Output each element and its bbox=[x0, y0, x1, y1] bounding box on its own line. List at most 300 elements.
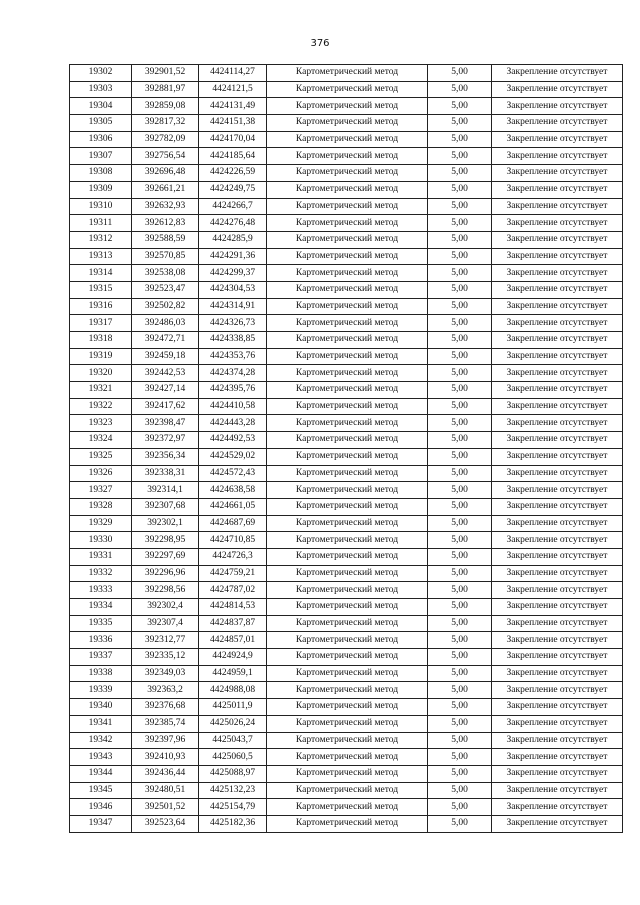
accuracy-cell: 5,00 bbox=[428, 65, 492, 82]
x-coordinate-cell: 392442,53 bbox=[132, 365, 199, 382]
table-row bbox=[70, 649, 623, 666]
x-coordinate-cell: 392502,82 bbox=[132, 298, 199, 315]
x-coordinate-cell: 392486,03 bbox=[132, 315, 199, 332]
point-number-cell: 19341 bbox=[70, 715, 132, 732]
fixing-cell: Закрепление отсутствует bbox=[492, 415, 623, 432]
table-row bbox=[70, 432, 623, 449]
accuracy-cell: 5,00 bbox=[428, 98, 492, 115]
point-number-cell: 19315 bbox=[70, 281, 132, 298]
method-cell: Картометрический метод bbox=[267, 515, 428, 532]
accuracy-cell: 5,00 bbox=[428, 799, 492, 816]
accuracy-cell: 5,00 bbox=[428, 649, 492, 666]
y-coordinate-cell: 4425182,36 bbox=[199, 815, 267, 832]
fixing-cell: Закрепление отсутствует bbox=[492, 332, 623, 349]
x-coordinate-cell: 392661,21 bbox=[132, 181, 199, 198]
y-coordinate-cell: 4424304,53 bbox=[199, 281, 267, 298]
table-row bbox=[70, 281, 623, 298]
y-coordinate-cell: 4424988,08 bbox=[199, 682, 267, 699]
accuracy-cell: 5,00 bbox=[428, 265, 492, 282]
method-cell: Картометрический метод bbox=[267, 248, 428, 265]
table-row bbox=[70, 732, 623, 749]
method-cell: Картометрический метод bbox=[267, 298, 428, 315]
y-coordinate-cell: 4424661,05 bbox=[199, 498, 267, 515]
y-coordinate-cell: 4424924,9 bbox=[199, 649, 267, 666]
y-coordinate-cell: 4424395,76 bbox=[199, 382, 267, 399]
y-coordinate-cell: 4424114,27 bbox=[199, 65, 267, 82]
table-row bbox=[70, 215, 623, 232]
method-cell: Картометрический метод bbox=[267, 548, 428, 565]
table-row bbox=[70, 815, 623, 832]
table-row bbox=[70, 782, 623, 799]
point-number-cell: 19337 bbox=[70, 649, 132, 666]
fixing-cell: Закрепление отсутствует bbox=[492, 765, 623, 782]
x-coordinate-cell: 392901,52 bbox=[132, 65, 199, 82]
table-row bbox=[70, 599, 623, 616]
y-coordinate-cell: 4424151,38 bbox=[199, 115, 267, 132]
accuracy-cell: 5,00 bbox=[428, 615, 492, 632]
x-coordinate-cell: 392472,71 bbox=[132, 332, 199, 349]
y-coordinate-cell: 4424638,58 bbox=[199, 482, 267, 499]
method-cell: Картометрический метод bbox=[267, 98, 428, 115]
table-row bbox=[70, 632, 623, 649]
table-row bbox=[70, 715, 623, 732]
point-number-cell: 19313 bbox=[70, 248, 132, 265]
accuracy-cell: 5,00 bbox=[428, 298, 492, 315]
method-cell: Картометрический метод bbox=[267, 398, 428, 415]
x-coordinate-cell: 392338,31 bbox=[132, 465, 199, 482]
y-coordinate-cell: 4424837,87 bbox=[199, 615, 267, 632]
table-row bbox=[70, 515, 623, 532]
table-row bbox=[70, 465, 623, 482]
y-coordinate-cell: 4424857,01 bbox=[199, 632, 267, 649]
fixing-cell: Закрепление отсутствует bbox=[492, 165, 623, 182]
method-cell: Картометрический метод bbox=[267, 448, 428, 465]
fixing-cell: Закрепление отсутствует bbox=[492, 365, 623, 382]
x-coordinate-cell: 392349,03 bbox=[132, 665, 199, 682]
point-number-cell: 19304 bbox=[70, 98, 132, 115]
page-number: 376 bbox=[310, 38, 330, 49]
y-coordinate-cell: 4424291,36 bbox=[199, 248, 267, 265]
table-body bbox=[70, 65, 623, 833]
x-coordinate-cell: 392298,95 bbox=[132, 532, 199, 549]
fixing-cell: Закрепление отсутствует bbox=[492, 799, 623, 816]
method-cell: Картометрический метод bbox=[267, 582, 428, 599]
fixing-cell: Закрепление отсутствует bbox=[492, 115, 623, 132]
fixing-cell: Закрепление отсутствует bbox=[492, 398, 623, 415]
accuracy-cell: 5,00 bbox=[428, 582, 492, 599]
y-coordinate-cell: 4425132,23 bbox=[199, 782, 267, 799]
accuracy-cell: 5,00 bbox=[428, 815, 492, 832]
accuracy-cell: 5,00 bbox=[428, 548, 492, 565]
x-coordinate-cell: 392297,69 bbox=[132, 548, 199, 565]
y-coordinate-cell: 4424314,91 bbox=[199, 298, 267, 315]
point-number-cell: 19347 bbox=[70, 815, 132, 832]
accuracy-cell: 5,00 bbox=[428, 332, 492, 349]
y-coordinate-cell: 4424326,73 bbox=[199, 315, 267, 332]
table-row bbox=[70, 65, 623, 82]
point-number-cell: 19343 bbox=[70, 749, 132, 766]
fixing-cell: Закрепление отсутствует bbox=[492, 315, 623, 332]
point-number-cell: 19323 bbox=[70, 415, 132, 432]
table-row bbox=[70, 398, 623, 415]
accuracy-cell: 5,00 bbox=[428, 465, 492, 482]
method-cell: Картометрический метод bbox=[267, 782, 428, 799]
fixing-cell: Закрепление отсутствует bbox=[492, 565, 623, 582]
x-coordinate-cell: 392302,4 bbox=[132, 599, 199, 616]
x-coordinate-cell: 392335,12 bbox=[132, 649, 199, 666]
x-coordinate-cell: 392376,68 bbox=[132, 699, 199, 716]
method-cell: Картометрический метод bbox=[267, 649, 428, 666]
method-cell: Картометрический метод bbox=[267, 732, 428, 749]
fixing-cell: Закрепление отсутствует bbox=[492, 482, 623, 499]
accuracy-cell: 5,00 bbox=[428, 415, 492, 432]
accuracy-cell: 5,00 bbox=[428, 148, 492, 165]
x-coordinate-cell: 392385,74 bbox=[132, 715, 199, 732]
x-coordinate-cell: 392296,96 bbox=[132, 565, 199, 582]
table-row bbox=[70, 749, 623, 766]
point-number-cell: 19331 bbox=[70, 548, 132, 565]
fixing-cell: Закрепление отсутствует bbox=[492, 782, 623, 799]
fixing-cell: Закрепление отсутствует bbox=[492, 498, 623, 515]
table-row bbox=[70, 365, 623, 382]
y-coordinate-cell: 4425154,79 bbox=[199, 799, 267, 816]
table-row bbox=[70, 765, 623, 782]
accuracy-cell: 5,00 bbox=[428, 165, 492, 182]
table-row bbox=[70, 565, 623, 582]
point-number-cell: 19328 bbox=[70, 498, 132, 515]
y-coordinate-cell: 4424338,85 bbox=[199, 332, 267, 349]
method-cell: Картометрический метод bbox=[267, 632, 428, 649]
accuracy-cell: 5,00 bbox=[428, 365, 492, 382]
fixing-cell: Закрепление отсутствует bbox=[492, 281, 623, 298]
x-coordinate-cell: 392817,32 bbox=[132, 115, 199, 132]
accuracy-cell: 5,00 bbox=[428, 348, 492, 365]
x-coordinate-cell: 392612,83 bbox=[132, 215, 199, 232]
accuracy-cell: 5,00 bbox=[428, 699, 492, 716]
point-number-cell: 19330 bbox=[70, 532, 132, 549]
fixing-cell: Закрепление отсутствует bbox=[492, 749, 623, 766]
point-number-cell: 19311 bbox=[70, 215, 132, 232]
y-coordinate-cell: 4424759,21 bbox=[199, 565, 267, 582]
fixing-cell: Закрепление отсутствует bbox=[492, 382, 623, 399]
x-coordinate-cell: 392417,62 bbox=[132, 398, 199, 415]
x-coordinate-cell: 392459,18 bbox=[132, 348, 199, 365]
fixing-cell: Закрепление отсутствует bbox=[492, 699, 623, 716]
method-cell: Картометрический метод bbox=[267, 465, 428, 482]
x-coordinate-cell: 392302,1 bbox=[132, 515, 199, 532]
accuracy-cell: 5,00 bbox=[428, 482, 492, 499]
method-cell: Картометрический метод bbox=[267, 565, 428, 582]
table-row bbox=[70, 98, 623, 115]
x-coordinate-cell: 392314,1 bbox=[132, 482, 199, 499]
x-coordinate-cell: 392312,77 bbox=[132, 632, 199, 649]
accuracy-cell: 5,00 bbox=[428, 215, 492, 232]
fixing-cell: Закрепление отсутствует bbox=[492, 65, 623, 82]
accuracy-cell: 5,00 bbox=[428, 181, 492, 198]
fixing-cell: Закрепление отсутствует bbox=[492, 665, 623, 682]
point-number-cell: 19324 bbox=[70, 432, 132, 449]
x-coordinate-cell: 392307,4 bbox=[132, 615, 199, 632]
point-number-cell: 19325 bbox=[70, 448, 132, 465]
method-cell: Картометрический метод bbox=[267, 665, 428, 682]
point-number-cell: 19314 bbox=[70, 265, 132, 282]
x-coordinate-cell: 392307,68 bbox=[132, 498, 199, 515]
method-cell: Картометрический метод bbox=[267, 81, 428, 98]
x-coordinate-cell: 392881,97 bbox=[132, 81, 199, 98]
y-coordinate-cell: 4424814,53 bbox=[199, 599, 267, 616]
y-coordinate-cell: 4425043,7 bbox=[199, 732, 267, 749]
method-cell: Картометрический метод bbox=[267, 131, 428, 148]
method-cell: Картометрический метод bbox=[267, 482, 428, 499]
x-coordinate-cell: 392696,48 bbox=[132, 165, 199, 182]
point-number-cell: 19308 bbox=[70, 165, 132, 182]
x-coordinate-cell: 392523,64 bbox=[132, 815, 199, 832]
y-coordinate-cell: 4424170,04 bbox=[199, 131, 267, 148]
point-number-cell: 19319 bbox=[70, 348, 132, 365]
table-row bbox=[70, 148, 623, 165]
x-coordinate-cell: 392859,08 bbox=[132, 98, 199, 115]
table-row bbox=[70, 665, 623, 682]
fixing-cell: Закрепление отсутствует bbox=[492, 181, 623, 198]
y-coordinate-cell: 4424726,3 bbox=[199, 548, 267, 565]
point-number-cell: 19317 bbox=[70, 315, 132, 332]
table-row bbox=[70, 265, 623, 282]
accuracy-cell: 5,00 bbox=[428, 749, 492, 766]
accuracy-cell: 5,00 bbox=[428, 115, 492, 132]
table-row bbox=[70, 582, 623, 599]
y-coordinate-cell: 4424529,02 bbox=[199, 448, 267, 465]
accuracy-cell: 5,00 bbox=[428, 732, 492, 749]
y-coordinate-cell: 4424374,28 bbox=[199, 365, 267, 382]
fixing-cell: Закрепление отсутствует bbox=[492, 465, 623, 482]
table-row bbox=[70, 348, 623, 365]
method-cell: Картометрический метод bbox=[267, 198, 428, 215]
point-number-cell: 19340 bbox=[70, 699, 132, 716]
x-coordinate-cell: 392427,14 bbox=[132, 382, 199, 399]
fixing-cell: Закрепление отсутствует bbox=[492, 265, 623, 282]
point-number-cell: 19322 bbox=[70, 398, 132, 415]
point-number-cell: 19333 bbox=[70, 582, 132, 599]
x-coordinate-cell: 392397,96 bbox=[132, 732, 199, 749]
method-cell: Картометрический метод bbox=[267, 765, 428, 782]
accuracy-cell: 5,00 bbox=[428, 532, 492, 549]
method-cell: Картометрический метод bbox=[267, 348, 428, 365]
x-coordinate-cell: 392356,34 bbox=[132, 448, 199, 465]
x-coordinate-cell: 392523,47 bbox=[132, 281, 199, 298]
x-coordinate-cell: 392632,93 bbox=[132, 198, 199, 215]
table-row bbox=[70, 699, 623, 716]
y-coordinate-cell: 4424185,64 bbox=[199, 148, 267, 165]
y-coordinate-cell: 4424266,7 bbox=[199, 198, 267, 215]
x-coordinate-cell: 392372,97 bbox=[132, 432, 199, 449]
x-coordinate-cell: 392480,51 bbox=[132, 782, 199, 799]
table-row bbox=[70, 231, 623, 248]
method-cell: Картометрический метод bbox=[267, 215, 428, 232]
accuracy-cell: 5,00 bbox=[428, 632, 492, 649]
fixing-cell: Закрепление отсутствует bbox=[492, 198, 623, 215]
fixing-cell: Закрепление отсутствует bbox=[492, 248, 623, 265]
x-coordinate-cell: 392588,59 bbox=[132, 231, 199, 248]
table-row bbox=[70, 615, 623, 632]
y-coordinate-cell: 4424687,69 bbox=[199, 515, 267, 532]
point-number-cell: 19334 bbox=[70, 599, 132, 616]
point-number-cell: 19332 bbox=[70, 565, 132, 582]
method-cell: Картометрический метод bbox=[267, 332, 428, 349]
fixing-cell: Закрепление отсутствует bbox=[492, 732, 623, 749]
fixing-cell: Закрепление отсутствует bbox=[492, 649, 623, 666]
accuracy-cell: 5,00 bbox=[428, 315, 492, 332]
accuracy-cell: 5,00 bbox=[428, 782, 492, 799]
accuracy-cell: 5,00 bbox=[428, 131, 492, 148]
y-coordinate-cell: 4424710,85 bbox=[199, 532, 267, 549]
method-cell: Картометрический метод bbox=[267, 815, 428, 832]
fixing-cell: Закрепление отсутствует bbox=[492, 599, 623, 616]
x-coordinate-cell: 392410,93 bbox=[132, 749, 199, 766]
method-cell: Картометрический метод bbox=[267, 265, 428, 282]
fixing-cell: Закрепление отсутствует bbox=[492, 98, 623, 115]
accuracy-cell: 5,00 bbox=[428, 515, 492, 532]
point-number-cell: 19302 bbox=[70, 65, 132, 82]
y-coordinate-cell: 4425011,9 bbox=[199, 699, 267, 716]
y-coordinate-cell: 4424299,37 bbox=[199, 265, 267, 282]
y-coordinate-cell: 4424131,49 bbox=[199, 98, 267, 115]
point-number-cell: 19345 bbox=[70, 782, 132, 799]
fixing-cell: Закрепление отсутствует bbox=[492, 715, 623, 732]
table-row bbox=[70, 298, 623, 315]
accuracy-cell: 5,00 bbox=[428, 715, 492, 732]
table-row bbox=[70, 131, 623, 148]
x-coordinate-cell: 392363,2 bbox=[132, 682, 199, 699]
point-number-cell: 19309 bbox=[70, 181, 132, 198]
table-row bbox=[70, 165, 623, 182]
method-cell: Картометрический метод bbox=[267, 65, 428, 82]
point-number-cell: 19329 bbox=[70, 515, 132, 532]
table-row bbox=[70, 248, 623, 265]
accuracy-cell: 5,00 bbox=[428, 665, 492, 682]
x-coordinate-cell: 392436,44 bbox=[132, 765, 199, 782]
point-number-cell: 19321 bbox=[70, 382, 132, 399]
point-number-cell: 19327 bbox=[70, 482, 132, 499]
fixing-cell: Закрепление отсутствует bbox=[492, 231, 623, 248]
point-number-cell: 19335 bbox=[70, 615, 132, 632]
fixing-cell: Закрепление отсутствует bbox=[492, 298, 623, 315]
x-coordinate-cell: 392782,09 bbox=[132, 131, 199, 148]
y-coordinate-cell: 4424492,53 bbox=[199, 432, 267, 449]
y-coordinate-cell: 4424572,43 bbox=[199, 465, 267, 482]
table-row bbox=[70, 482, 623, 499]
table-row bbox=[70, 415, 623, 432]
fixing-cell: Закрепление отсутствует bbox=[492, 515, 623, 532]
fixing-cell: Закрепление отсутствует bbox=[492, 532, 623, 549]
table-row bbox=[70, 332, 623, 349]
y-coordinate-cell: 4424285,9 bbox=[199, 231, 267, 248]
point-number-cell: 19336 bbox=[70, 632, 132, 649]
x-coordinate-cell: 392298,56 bbox=[132, 582, 199, 599]
method-cell: Картометрический метод bbox=[267, 699, 428, 716]
method-cell: Картометрический метод bbox=[267, 599, 428, 616]
method-cell: Картометрический метод bbox=[267, 115, 428, 132]
x-coordinate-cell: 392398,47 bbox=[132, 415, 199, 432]
accuracy-cell: 5,00 bbox=[428, 81, 492, 98]
point-number-cell: 19318 bbox=[70, 332, 132, 349]
table-row bbox=[70, 498, 623, 515]
table-row bbox=[70, 198, 623, 215]
table-row bbox=[70, 115, 623, 132]
y-coordinate-cell: 4424249,75 bbox=[199, 181, 267, 198]
accuracy-cell: 5,00 bbox=[428, 432, 492, 449]
table-row bbox=[70, 799, 623, 816]
table-row bbox=[70, 315, 623, 332]
accuracy-cell: 5,00 bbox=[428, 231, 492, 248]
method-cell: Картометрический метод bbox=[267, 181, 428, 198]
accuracy-cell: 5,00 bbox=[428, 281, 492, 298]
method-cell: Картометрический метод bbox=[267, 231, 428, 248]
accuracy-cell: 5,00 bbox=[428, 248, 492, 265]
fixing-cell: Закрепление отсутствует bbox=[492, 348, 623, 365]
method-cell: Картометрический метод bbox=[267, 365, 428, 382]
table-row bbox=[70, 682, 623, 699]
method-cell: Картометрический метод bbox=[267, 682, 428, 699]
y-coordinate-cell: 4424787,02 bbox=[199, 582, 267, 599]
y-coordinate-cell: 4425088,97 bbox=[199, 765, 267, 782]
accuracy-cell: 5,00 bbox=[428, 198, 492, 215]
point-number-cell: 19312 bbox=[70, 231, 132, 248]
table-row bbox=[70, 181, 623, 198]
accuracy-cell: 5,00 bbox=[428, 382, 492, 399]
y-coordinate-cell: 4424410,58 bbox=[199, 398, 267, 415]
point-number-cell: 19346 bbox=[70, 799, 132, 816]
method-cell: Картометрический метод bbox=[267, 799, 428, 816]
accuracy-cell: 5,00 bbox=[428, 599, 492, 616]
point-number-cell: 19326 bbox=[70, 465, 132, 482]
point-number-cell: 19305 bbox=[70, 115, 132, 132]
coordinates-table bbox=[69, 64, 623, 833]
x-coordinate-cell: 392538,08 bbox=[132, 265, 199, 282]
point-number-cell: 19303 bbox=[70, 81, 132, 98]
table-row bbox=[70, 548, 623, 565]
table-row bbox=[70, 448, 623, 465]
x-coordinate-cell: 392756,54 bbox=[132, 148, 199, 165]
method-cell: Картометрический метод bbox=[267, 281, 428, 298]
point-number-cell: 19310 bbox=[70, 198, 132, 215]
fixing-cell: Закрепление отсутствует bbox=[492, 682, 623, 699]
point-number-cell: 19316 bbox=[70, 298, 132, 315]
method-cell: Картометрический метод bbox=[267, 415, 428, 432]
fixing-cell: Закрепление отсутствует bbox=[492, 632, 623, 649]
point-number-cell: 19320 bbox=[70, 365, 132, 382]
method-cell: Картометрический метод bbox=[267, 148, 428, 165]
y-coordinate-cell: 4424276,48 bbox=[199, 215, 267, 232]
x-coordinate-cell: 392501,52 bbox=[132, 799, 199, 816]
fixing-cell: Закрепление отсутствует bbox=[492, 432, 623, 449]
y-coordinate-cell: 4425060,5 bbox=[199, 749, 267, 766]
accuracy-cell: 5,00 bbox=[428, 448, 492, 465]
accuracy-cell: 5,00 bbox=[428, 498, 492, 515]
method-cell: Картометрический метод bbox=[267, 382, 428, 399]
method-cell: Картометрический метод bbox=[267, 315, 428, 332]
method-cell: Картометрический метод bbox=[267, 165, 428, 182]
x-coordinate-cell: 392570,85 bbox=[132, 248, 199, 265]
point-number-cell: 19306 bbox=[70, 131, 132, 148]
accuracy-cell: 5,00 bbox=[428, 682, 492, 699]
method-cell: Картометрический метод bbox=[267, 749, 428, 766]
accuracy-cell: 5,00 bbox=[428, 398, 492, 415]
accuracy-cell: 5,00 bbox=[428, 565, 492, 582]
point-number-cell: 19344 bbox=[70, 765, 132, 782]
method-cell: Картометрический метод bbox=[267, 615, 428, 632]
fixing-cell: Закрепление отсутствует bbox=[492, 215, 623, 232]
fixing-cell: Закрепление отсутствует bbox=[492, 582, 623, 599]
